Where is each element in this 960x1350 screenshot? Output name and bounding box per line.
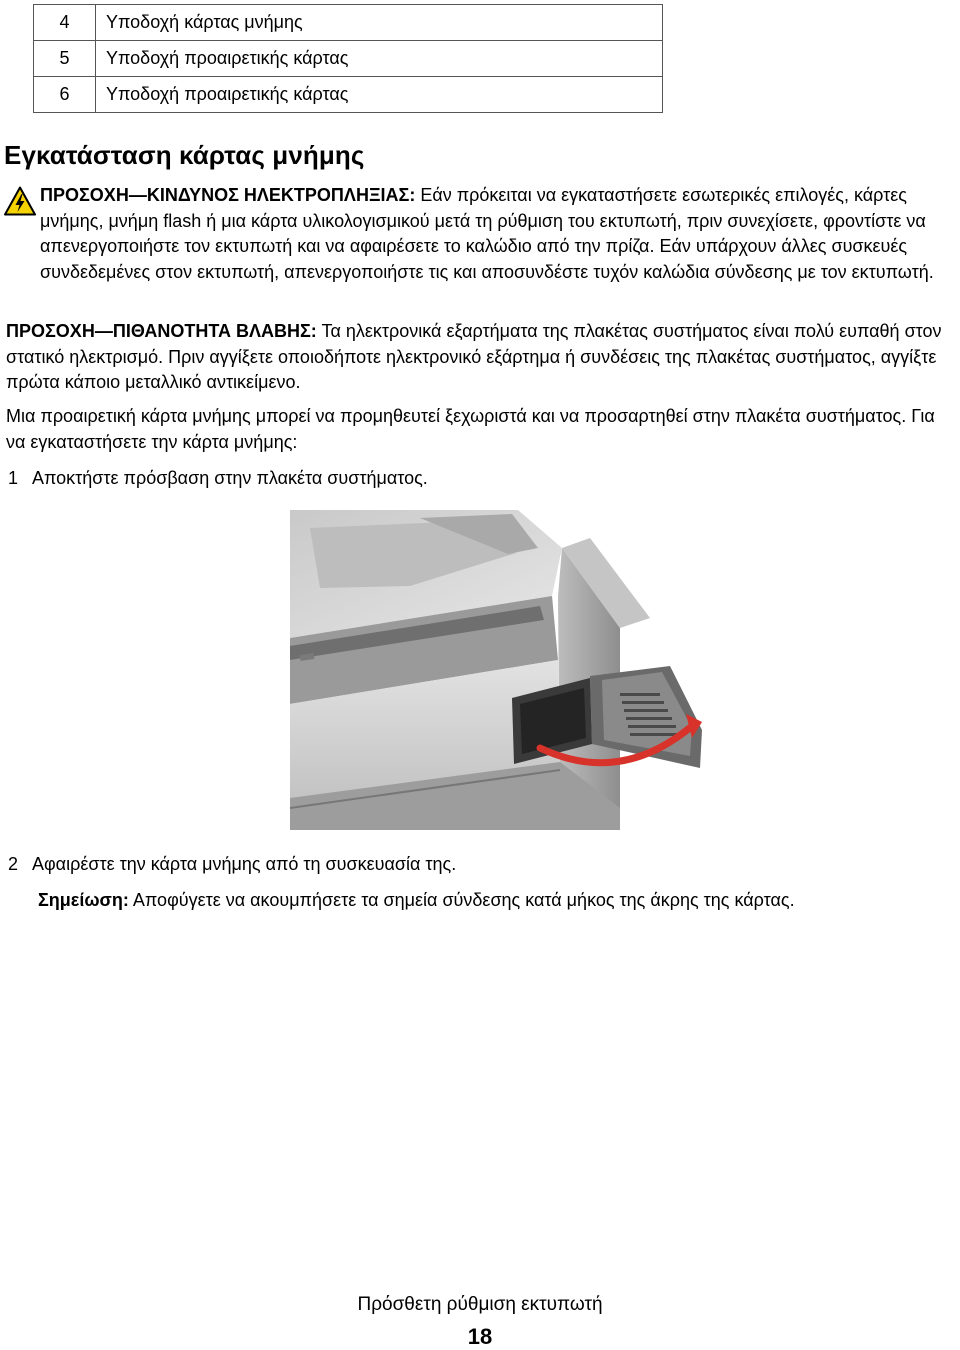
note bbox=[38, 888, 795, 913]
caution-shock bbox=[40, 183, 958, 285]
footer-title: Πρόσθετη ρύθμιση εκτυπωτή bbox=[357, 1294, 603, 1315]
step-2 bbox=[8, 852, 456, 877]
note-text: Αποφύγετε να ακουμπήσετε τα σημεία σύνδεσης κατά μήκος της άκρης της κάρτας. bbox=[128, 890, 795, 910]
row-text: Υποδοχή προαιρετικής κάρτας bbox=[96, 41, 663, 77]
page-number: 18 bbox=[467, 1324, 493, 1349]
row-number: 5 bbox=[34, 41, 96, 77]
caution-shock-text: Εάν πρόκειται να εγκαταστήσετε εσωτερικές επιλογές, κάρτες μνήμης, μνήμη flash ή μια κάρτα υλικολογισμικού μετά τη ρύθμιση του εκτυπωτή, πριν συνεχίσετε, φροντίστε να απενεργοποιήστε τον εκτυπωτή και να αφαιρέσετε το καλώδιο από την πρίζα. Εάν υπάρχουν άλλες συσκευές συνδεδεμένες στον εκτυπωτή, απενεργοποιήστε τις και αποσυνδέστε τυχόν καλώδια σύνδεσης με τον εκτυπωτή. bbox=[40, 185, 934, 282]
row-number: 4 bbox=[34, 5, 96, 41]
row-number: 6 bbox=[34, 77, 96, 113]
step-1 bbox=[8, 466, 428, 491]
caution-shock-label: ΠΡΟΣΟΧΗ—ΚΙΝΔΥΝΟΣ ΗΛΕΚΤΡΟΠΛΗΞΙΑΣ: bbox=[40, 185, 416, 205]
table-row bbox=[34, 77, 663, 113]
parts-table bbox=[33, 4, 663, 113]
row-text: Υποδοχή προαιρετικής κάρτας bbox=[96, 77, 663, 113]
caution-damage-text: Τα ηλεκτρονικά εξαρτήματα της πλακέτας συστήματος είναι πολύ ευπαθή στον στατικό ηλεκτρισμό. Πριν αγγίξετε οποιοδήποτε ηλεκτρονικό εξάρτημα ή συνδέσεις της πλακέτας συστήματος, αγγίξτε πρώτα κάποιο μεταλλικό αντικείμενο. bbox=[6, 321, 942, 392]
table-row bbox=[34, 5, 663, 41]
row-text: Υποδοχή κάρτας μνήμης bbox=[96, 5, 663, 41]
step-number: 2 bbox=[8, 854, 19, 874]
intro-paragraph: Μια προαιρετική κάρτα μνήμης μπορεί να προμηθευτεί ξεχωριστά και να προσαρτηθεί στην πλακέτα συστήματος. Για να εγκαταστήσετε την κάρτα μνήμης: bbox=[6, 406, 935, 452]
note-label: Σημείωση: bbox=[38, 890, 129, 910]
caution-damage bbox=[6, 319, 956, 396]
table-row bbox=[34, 41, 663, 77]
step-text: Αφαιρέστε την κάρτα μνήμης από τη συσκευασία της. bbox=[32, 854, 457, 874]
step-number: 1 bbox=[8, 468, 19, 488]
printer-system-board-illustration bbox=[290, 508, 960, 830]
step-text: Αποκτήστε πρόσβαση στην πλακέτα συστήματος. bbox=[32, 468, 428, 488]
electric-shock-warning-icon bbox=[4, 186, 36, 216]
caution-damage-label: ΠΡΟΣΟΧΗ—ΠΙΘΑΝΟΤΗΤΑ ΒΛΑΒΗΣ: bbox=[6, 321, 317, 341]
section-heading: Εγκατάσταση κάρτας μνήμης bbox=[4, 140, 365, 170]
